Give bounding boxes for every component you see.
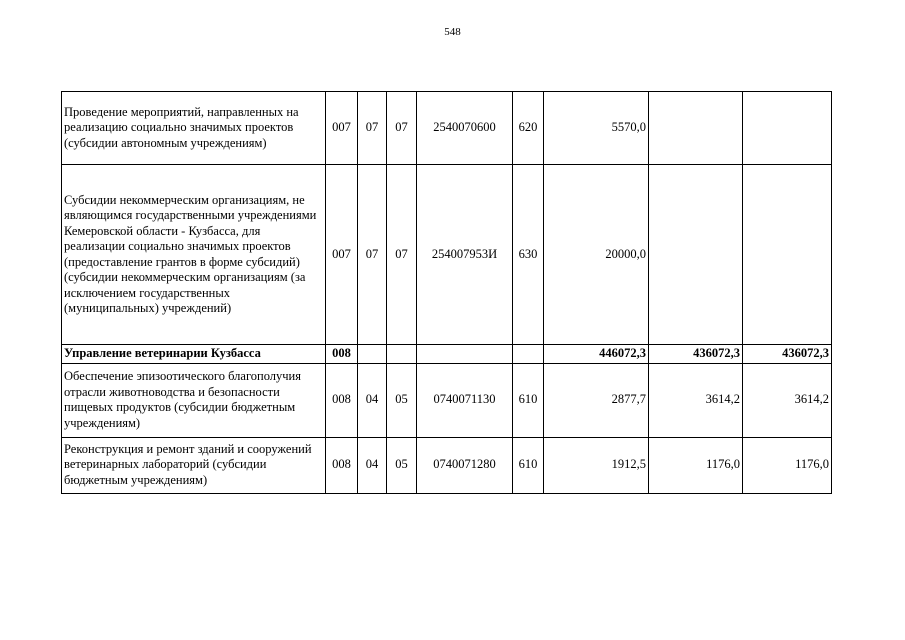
amount-year-1: 446072,3 (544, 345, 649, 364)
section-code: 04 (358, 437, 387, 493)
expense-type-code: 610 (513, 363, 544, 437)
amount-year-2: 3614,2 (649, 363, 743, 437)
amount-year-3 (743, 165, 832, 345)
ministry-code: 008 (326, 363, 358, 437)
expense-type-code: 630 (513, 165, 544, 345)
section-code: 07 (358, 165, 387, 345)
subsection-code (387, 345, 417, 364)
page-number: 548 (444, 26, 461, 38)
amount-year-2 (649, 92, 743, 165)
table-row (62, 92, 832, 165)
target-code (417, 345, 513, 364)
subsection-code: 07 (387, 92, 417, 165)
amount-year-3: 436072,3 (743, 345, 832, 364)
table-body (62, 92, 832, 494)
target-code: 2540070600 (417, 92, 513, 165)
target-code: 0740071130 (417, 363, 513, 437)
row-name: Управление ветеринарии Кузбасса (62, 345, 326, 364)
subsection-code: 07 (387, 165, 417, 345)
row-name: Обеспечение эпизоотического благополучия отрасли животноводства и безопасности пищевых продуктов (субсидии бюджетным учреждениям) (62, 363, 326, 437)
row-name: Реконструкция и ремонт зданий и сооружений ветеринарных лабораторий (субсидии бюджетным учреждениям) (62, 437, 326, 493)
row-name: Субсидии некоммерческим организациям, не являющимся государственными учреждениями Кемеровской области - Кузбасса, для реализации социально значимых проектов (предоставление грантов в форме субсидий) (субсидии некоммерческим организациям (за исключением государственных (муниципальных) учреждений) (62, 165, 326, 345)
expense-type-code: 610 (513, 437, 544, 493)
table-row (62, 437, 832, 493)
amount-year-3 (743, 92, 832, 165)
section-code (358, 345, 387, 364)
target-code: 0740071280 (417, 437, 513, 493)
ministry-code: 008 (326, 345, 358, 364)
subsection-code: 05 (387, 363, 417, 437)
ministry-code: 007 (326, 92, 358, 165)
expense-type-code: 620 (513, 92, 544, 165)
amount-year-2: 436072,3 (649, 345, 743, 364)
section-code: 07 (358, 92, 387, 165)
amount-year-3: 3614,2 (743, 363, 832, 437)
table-row (62, 345, 832, 364)
budget-table (61, 91, 832, 494)
subsection-code: 05 (387, 437, 417, 493)
row-name: Проведение мероприятий, направленных на реализацию социально значимых проектов (субсидии автономным учреждениям) (62, 92, 326, 165)
section-code: 04 (358, 363, 387, 437)
table-row (62, 363, 832, 437)
amount-year-1: 20000,0 (544, 165, 649, 345)
ministry-code: 007 (326, 165, 358, 345)
amount-year-1: 5570,0 (544, 92, 649, 165)
amount-year-2 (649, 165, 743, 345)
table-row (62, 165, 832, 345)
expense-type-code (513, 345, 544, 364)
ministry-code: 008 (326, 437, 358, 493)
target-code: 254007953И (417, 165, 513, 345)
amount-year-2: 1176,0 (649, 437, 743, 493)
amount-year-1: 1912,5 (544, 437, 649, 493)
amount-year-3: 1176,0 (743, 437, 832, 493)
amount-year-1: 2877,7 (544, 363, 649, 437)
